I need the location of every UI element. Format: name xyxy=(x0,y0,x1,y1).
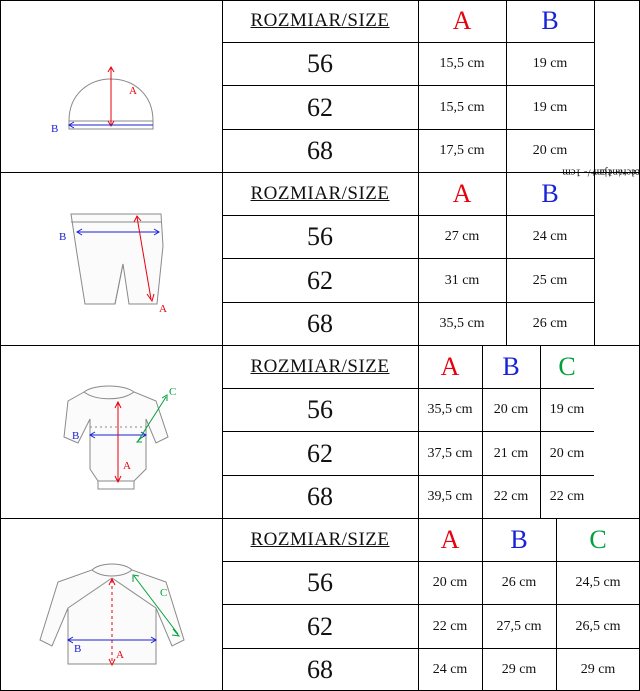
bodysuit-68-a: 39,5 cm xyxy=(427,488,473,504)
divider xyxy=(0,518,640,519)
jacket-62-b: 27,5 cm xyxy=(482,605,556,648)
hat-56-a: 15,5 cm xyxy=(418,43,506,86)
bodysuit-62-c: 20 cm xyxy=(540,432,594,475)
bodysuit-56-c: 19 cm xyxy=(540,389,594,432)
jacket-size-62: 62 xyxy=(222,605,418,648)
figure-jacket-label-c: C xyxy=(160,587,168,599)
jacket-header-c: C xyxy=(556,519,640,562)
jacket-header-b: B xyxy=(482,519,556,562)
jacket-62-c: 26,5 cm xyxy=(556,605,640,648)
figure-bodysuit xyxy=(0,346,222,518)
hat-size-68: 68 xyxy=(307,135,333,165)
section-hat xyxy=(0,0,640,172)
pants-size-68: 68 xyxy=(307,308,333,338)
table-row xyxy=(222,432,594,475)
table-row xyxy=(222,648,640,691)
hat-header-size: ROZMIAR/SIZE xyxy=(222,0,418,43)
bodysuit-56-a: 35,5 cm xyxy=(418,389,482,432)
hat-68-a: 17,5 cm xyxy=(439,142,485,158)
pants-header-a: A xyxy=(418,173,506,216)
table-pants xyxy=(222,173,594,345)
divider xyxy=(506,0,507,345)
figure-bodysuit-label-a: A xyxy=(123,460,131,472)
pants-68-b: 26 cm xyxy=(532,315,568,331)
bodysuit-62-b: 21 cm xyxy=(482,432,540,475)
figure-pants xyxy=(0,173,222,345)
divider xyxy=(594,0,595,345)
bodysuit-68-c: 22 cm xyxy=(549,488,585,504)
hat-62-b: 19 cm xyxy=(506,86,594,129)
table-row xyxy=(222,302,594,345)
divider xyxy=(0,345,640,346)
table-row xyxy=(222,173,594,216)
divider xyxy=(0,0,1,691)
table-row xyxy=(222,605,640,648)
bodysuit-size-68: 68 xyxy=(307,481,333,511)
jacket-header-size: ROZMIAR/SIZE xyxy=(222,519,418,562)
hat-size-62: 62 xyxy=(222,86,418,129)
bodysuit-68-b: 22 cm xyxy=(493,488,529,504)
table-row xyxy=(222,475,594,518)
figure-bodysuit-label-b: B xyxy=(72,430,80,442)
pants-62-b: 25 cm xyxy=(506,259,594,302)
table-row xyxy=(222,86,594,129)
jacket-56-a: 20 cm xyxy=(418,562,482,605)
table-row xyxy=(222,562,640,605)
table-jacket xyxy=(222,519,640,691)
pants-header-size: ROZMIAR/SIZE xyxy=(222,173,418,216)
hat-68-b: 20 cm xyxy=(532,142,568,158)
section-jacket xyxy=(0,519,640,691)
bodysuit-header-b: B xyxy=(482,346,540,389)
section-pants xyxy=(0,173,640,345)
table-bodysuit xyxy=(222,346,594,518)
divider xyxy=(0,172,640,173)
figure-jacket xyxy=(0,519,222,691)
jacket-header-a: A xyxy=(418,519,482,562)
figure-hat-label-b: B xyxy=(51,123,59,135)
table-row xyxy=(222,389,594,432)
bodysuit-size-62: 62 xyxy=(222,432,418,475)
hat-size-56: 56 xyxy=(222,43,418,86)
figure-pants-label-b: B xyxy=(59,231,67,243)
bodysuit-62-a: 37,5 cm xyxy=(418,432,482,475)
jacket-68-c: 29 cm xyxy=(580,661,616,677)
jacket-size-56: 56 xyxy=(222,562,418,605)
section-bodysuit xyxy=(0,346,640,518)
table-row xyxy=(222,216,594,259)
divider xyxy=(540,346,541,518)
table-row xyxy=(222,129,594,172)
hat-62-a: 15,5 cm xyxy=(418,86,506,129)
figure-bodysuit-label-c: C xyxy=(169,386,177,398)
pants-header-b: B xyxy=(506,173,594,216)
figure-jacket-label-a: A xyxy=(116,649,124,661)
pants-62-a: 31 cm xyxy=(418,259,506,302)
jacket-56-b: 26 cm xyxy=(482,562,556,605)
pants-68-a: 35,5 cm xyxy=(439,315,485,331)
figure-pants-label-a: A xyxy=(159,303,167,315)
table-row xyxy=(222,259,594,302)
figure-hat xyxy=(0,0,222,172)
pants-56-a: 27 cm xyxy=(418,216,506,259)
jacket-68-b: 29 cm xyxy=(501,661,537,677)
jacket-62-a: 22 cm xyxy=(418,605,482,648)
jacket-56-c: 24,5 cm xyxy=(556,562,640,605)
bodysuit-header-c: C xyxy=(540,346,594,389)
divider xyxy=(0,0,640,1)
figure-jacket-label-b: B xyxy=(74,643,82,655)
figure-hat-label-a: A xyxy=(129,85,137,97)
divider xyxy=(482,346,483,691)
table-hat xyxy=(222,0,594,172)
table-row xyxy=(222,43,594,86)
jacket-size-68: 68 xyxy=(307,654,333,684)
table-row xyxy=(222,346,594,389)
bodysuit-56-b: 20 cm xyxy=(482,389,540,432)
divider xyxy=(222,0,223,691)
hat-56-b: 19 cm xyxy=(506,43,594,86)
bodysuit-header-a: A xyxy=(418,346,482,389)
divider xyxy=(418,0,419,691)
bodysuit-size-56: 56 xyxy=(222,389,418,432)
pants-size-56: 56 xyxy=(222,216,418,259)
bodysuit-header-size: ROZMIAR/SIZE xyxy=(222,346,418,389)
divider xyxy=(556,519,557,691)
jacket-68-a: 24 cm xyxy=(432,661,468,677)
hat-header-a: A xyxy=(418,0,506,43)
table-row xyxy=(222,0,594,43)
pants-size-62: 62 xyxy=(222,259,418,302)
pants-56-b: 24 cm xyxy=(506,216,594,259)
table-row xyxy=(222,519,640,562)
hat-header-b: B xyxy=(506,0,594,43)
